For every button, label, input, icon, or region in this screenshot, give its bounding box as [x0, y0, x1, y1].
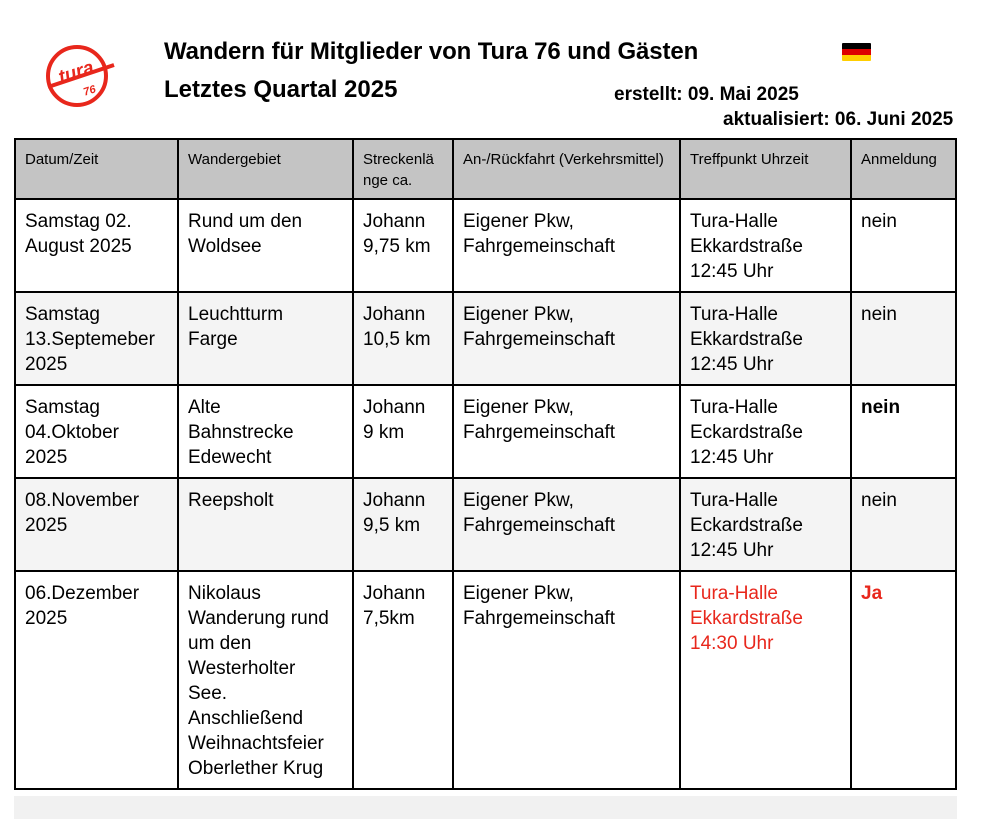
cell-line: Fahrgemeinschaft [463, 236, 616, 257]
table-row [15, 385, 956, 478]
cell-line: Fahrgemeinschaft [463, 608, 616, 629]
cell-line: Samstag [25, 397, 100, 418]
length-cell [353, 478, 453, 571]
column-header-length-label: Streckenlä nge ca. [363, 151, 434, 189]
length-cell [353, 571, 453, 789]
date-cell [15, 292, 178, 385]
date-cell [15, 199, 178, 292]
svg-text:76: 76 [82, 83, 98, 99]
cell-line: 10,5 km [363, 329, 431, 350]
transport-cell [453, 478, 680, 571]
cell-line: Eigener Pkw, [463, 304, 574, 325]
cell-line: 14:30 Uhr [690, 633, 774, 654]
cell-line: Woldsee [188, 236, 262, 257]
column-header-registration: Anmeldung [851, 139, 956, 199]
cell-line: Rund um den [188, 211, 303, 232]
area-cell [178, 292, 353, 385]
transport-cell [453, 571, 680, 789]
column-header-length [353, 139, 453, 199]
cell-line: August 2025 [25, 236, 132, 257]
hiking-schedule-table [14, 138, 957, 790]
cell-line: Samstag 02. [25, 211, 132, 232]
cell-line: um den [188, 633, 252, 654]
cell-line: Anschließend [188, 708, 304, 729]
svg-text:tura: tura [55, 57, 97, 89]
transport-cell [453, 385, 680, 478]
table-row [15, 292, 956, 385]
date-cell [15, 478, 178, 571]
cell-line: 12:45 Uhr [690, 261, 774, 282]
cell-line: Johann [363, 490, 426, 511]
cell-line: Ekkardstraße [690, 608, 803, 629]
date-cell [15, 571, 178, 789]
length-cell [353, 385, 453, 478]
cell-line: 12:45 Uhr [690, 540, 774, 561]
cell-line: Fahrgemeinschaft [463, 422, 616, 443]
length-cell [353, 292, 453, 385]
cell-line: 2025 [25, 608, 68, 629]
registration-cell [851, 199, 956, 292]
cell-line: 2025 [25, 354, 68, 375]
cell-line: Ekkardstraße [690, 236, 803, 257]
cell-line: 2025 [25, 447, 68, 468]
cell-line: Alte [188, 397, 221, 418]
cell-line: Eckardstraße [690, 515, 803, 536]
registration-value: nein [861, 304, 897, 325]
cell-line: 9,5 km [363, 515, 421, 536]
cell-line: Oberlether Krug [188, 758, 324, 779]
tura-logo-icon [44, 42, 116, 108]
cell-line: 04.Oktober [25, 422, 119, 443]
transport-cell [453, 292, 680, 385]
cell-line: Fahrgemeinschaft [463, 329, 616, 350]
germany-flag-icon [842, 43, 871, 61]
cell-line: Tura-Halle [690, 304, 778, 325]
column-header-area: Wandergebiet [178, 139, 353, 199]
area-cell [178, 199, 353, 292]
cell-line: Reepsholt [188, 490, 274, 511]
cell-line: See. [188, 683, 228, 704]
registration-value: nein [861, 490, 897, 511]
meeting-cell [680, 292, 851, 385]
table-row [15, 571, 956, 789]
cell-line: Johann [363, 304, 426, 325]
registration-value: nein [861, 211, 897, 232]
cell-line: Johann [363, 397, 426, 418]
cell-line: 13.Septemeber [25, 329, 155, 350]
area-cell [178, 571, 353, 789]
page-title: Wandern für Mitglieder von Tura 76 und Gästen [164, 38, 699, 65]
column-header-date: Datum/Zeit [15, 139, 178, 199]
cell-line: Samstag [25, 304, 100, 325]
cell-line: Fahrgemeinschaft [463, 515, 616, 536]
cell-line: Tura-Halle [690, 211, 778, 232]
cell-line: 12:45 Uhr [690, 447, 774, 468]
cell-line: Eigener Pkw, [463, 490, 574, 511]
meeting-cell [680, 385, 851, 478]
cell-line: Eigener Pkw, [463, 211, 574, 232]
cell-line: Tura-Halle [690, 397, 778, 418]
meeting-cell [680, 571, 851, 789]
cell-line: Farge [188, 329, 238, 350]
date-cell [15, 385, 178, 478]
cell-line: Westerholter [188, 658, 296, 679]
cell-line: Eckardstraße [690, 422, 803, 443]
table-row [15, 478, 956, 571]
meeting-cell [680, 478, 851, 571]
tura-logo [44, 42, 116, 108]
registration-value: Ja [861, 583, 883, 604]
length-cell [353, 199, 453, 292]
column-header-meeting: Treffpunkt Uhrzeit [680, 139, 851, 199]
cell-line: Eigener Pkw, [463, 397, 574, 418]
cell-line: 06.Dezember [25, 583, 140, 604]
meeting-cell [680, 199, 851, 292]
cell-line: Edewecht [188, 447, 272, 468]
cell-line: Eigener Pkw, [463, 583, 574, 604]
cell-line: 7,5km [363, 608, 415, 629]
registration-cell [851, 292, 956, 385]
transport-cell [453, 199, 680, 292]
registration-cell [851, 571, 956, 789]
area-cell [178, 478, 353, 571]
cell-line: Ekkardstraße [690, 329, 803, 350]
registration-cell [851, 385, 956, 478]
cell-line: Tura-Halle [690, 583, 778, 604]
cell-line: Weihnachtsfeier [188, 733, 324, 754]
cell-line: 2025 [25, 515, 68, 536]
registration-cell [851, 478, 956, 571]
created-date: erstellt: 09. Mai 2025 [614, 84, 799, 105]
footer-strip [14, 796, 957, 819]
cell-line: 9,75 km [363, 236, 431, 257]
page-subtitle: Letztes Quartal 2025 [164, 76, 398, 103]
cell-line: 12:45 Uhr [690, 354, 774, 375]
cell-line: Johann [363, 211, 426, 232]
cell-line: Tura-Halle [690, 490, 778, 511]
cell-line: 9 km [363, 422, 405, 443]
cell-line: Nikolaus [188, 583, 261, 604]
table-row [15, 199, 956, 292]
cell-line: Johann [363, 583, 426, 604]
cell-line: Leuchtturm [188, 304, 284, 325]
registration-value: nein [861, 397, 901, 418]
area-cell [178, 385, 353, 478]
cell-line: Bahnstrecke [188, 422, 294, 443]
column-header-transport: An-/Rückfahrt (Verkehrsmittel) [453, 139, 680, 199]
cell-line: 08.November [25, 490, 140, 511]
updated-date: aktualisiert: 06. Juni 2025 [723, 109, 954, 130]
cell-line: Wanderung rund [188, 608, 329, 629]
table-header-row [15, 139, 956, 199]
